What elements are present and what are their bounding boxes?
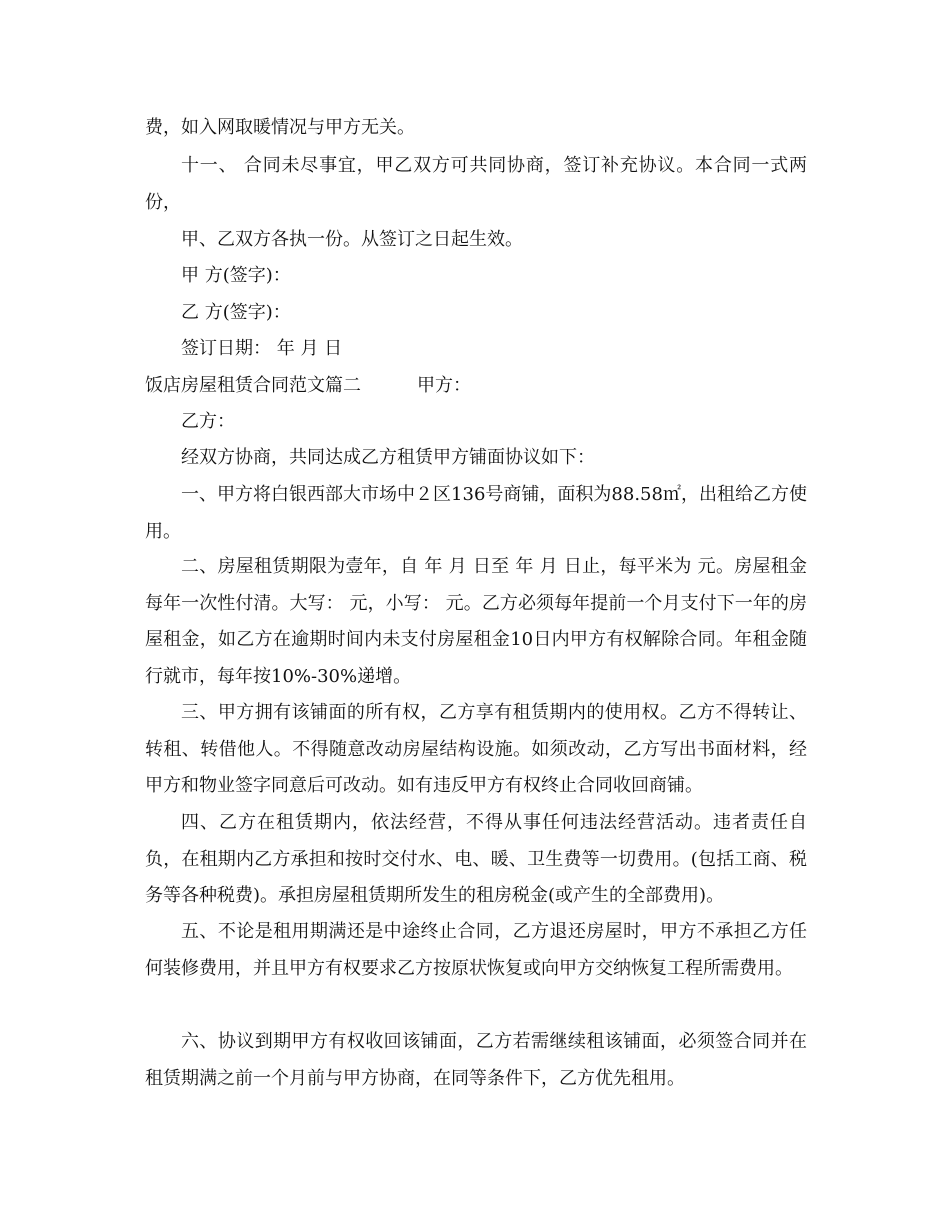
intro-paragraph: 经双方协商，共同达成乙方租赁甲方铺面协议如下： [181, 447, 595, 468]
section-title: 饭店房屋租赁合同范文篇二 [145, 375, 361, 396]
clause-6: 六、协议到期甲方有权收回该铺面，乙方若需继续租该铺面，必须签合同并在租赁期满之前一个月前与甲方协商，在同等条件下，乙方优先租用。 [145, 1031, 807, 1089]
clause-3: 三、甲方拥有该铺面的所有权，乙方享有租赁期内的使用权。乙方不得转让、转租、转借他人。不得随意改动房屋结构设施。如须改动，乙方写出书面材料，经甲方和物业签字同意后可改动。如有违反甲方有权终止合同收回商铺。 [145, 702, 807, 796]
clause-1: 一、甲方将白银西部大市场中２区136号商铺，面积为88.58㎡，出租给乙方使用。 [145, 484, 807, 542]
party-b-label: 乙方： [181, 411, 235, 432]
party-a-label: 甲方： [417, 375, 471, 396]
clause-5: 五、不论是租用期满还是中途终止合同，乙方退还房屋时，甲方不承担乙方任何装修费用，并且甲方有权要求乙方按原状恢复或向甲方交纳恢复工程所需费用。 [145, 921, 807, 979]
paragraph-clause-11: 十一、 合同未尽事宜，甲乙双方可共同协商，签订补充协议。本合同一式两份， [145, 155, 807, 213]
clause-4: 四、乙方在租赁期内，依法经营，不得从事任何违法经营活动。违者责任自负，在租期内乙方承担和按时交付水、电、暖、卫生费等一切费用。(包括工商、税务等各种税费)。承担房屋租赁期所发生的租房税金(或产生的全部费用)。 [145, 812, 807, 906]
signature-party-b: 乙 方(签字)： [181, 302, 291, 323]
paragraph-copies: 甲、乙双方各执一份。从签订之日起生效。 [181, 229, 523, 250]
clause-2: 二、房屋租赁期限为壹年，自 年 月 日至 年 月 日止，每平米为 元。房屋租金每年一次性付清。大写： 元，小写： 元。乙方必须每年提前一个月支付下一年的房屋租金，如乙方在逾期时间内未支付房屋租金10日内甲方有权解除合同。年租金随行就市，每年按10%-30%递增。 [145, 556, 807, 687]
signing-date: 签订日期： 年 月 日 [181, 338, 343, 359]
section-heading-line [145, 368, 471, 405]
signature-party-a: 甲 方(签字)： [181, 265, 291, 286]
paragraph-fee-tail: 费，如入网取暖情况与甲方无关。 [145, 117, 415, 138]
